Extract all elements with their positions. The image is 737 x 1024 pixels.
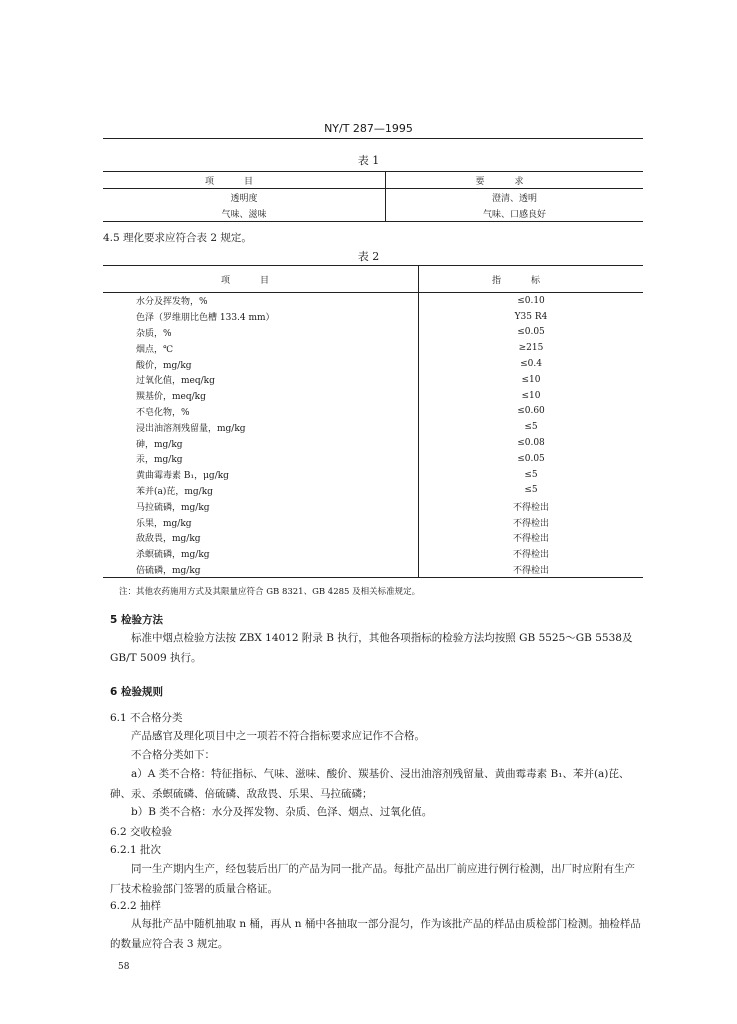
table-row	[103, 467, 643, 483]
table2-cell-item: 不皂化物，%	[103, 404, 419, 420]
table-row	[103, 530, 643, 546]
table2-cell-item: 羰基价，meq/kg	[103, 388, 419, 404]
section-6-2-1-heading: 6.2.1 批次	[110, 844, 162, 856]
table2-cell-value: ≤10	[521, 374, 541, 385]
table-row	[103, 340, 643, 356]
table2-cell-item: 过氧化值，meq/kg	[103, 372, 419, 388]
table-row	[103, 309, 643, 325]
table2-note: 注：其他农药施用方式及其限量应符合 GB 8321、GB 4285 及相关标准规定。	[119, 587, 421, 597]
table1-header-item: 项目	[103, 172, 386, 189]
section-6-2-heading: 6.2 交收检验	[110, 826, 173, 838]
table2-cell-item: 汞，mg/kg	[103, 451, 419, 467]
table-row	[103, 435, 643, 451]
table2-cell-item: 苯并(a)芘，mg/kg	[103, 483, 419, 499]
table2-cell-value: ≤10	[521, 390, 541, 401]
table1-cell-item: 透明度	[103, 189, 386, 206]
table2-cell-value: ≤5	[524, 422, 538, 433]
table-row	[103, 546, 643, 562]
section-6-1-item-a: a）A 类不合格：特征指标、气味、滋味、酸价、羰基价、浸出油溶剂残留量、黄曲霉毒素 B₁、苯并(a)芘、砷、汞、杀螟硫磷、倍硫磷、敌敌畏、乐果、马拉硫磷；	[110, 768, 630, 800]
section-6-1-paragraph-1: 产品感官及理化项目中之一项若不符合指标要求应记作不合格。	[131, 730, 425, 742]
section-6-1-heading: 6.1 不合格分类	[110, 712, 183, 724]
table2-cell-value: 不得检出	[512, 502, 549, 513]
table2-cell-value: ≥215	[518, 343, 544, 354]
table2	[103, 265, 643, 578]
table2-caption: 表 2	[357, 250, 380, 263]
table2-cell-item: 敌敌畏，mg/kg	[103, 530, 419, 546]
section-6-2-2-heading: 6.2.2 抽样	[110, 900, 162, 912]
table2-cell-item: 色泽（罗维朋比色槽 133.4 mm）	[103, 309, 419, 325]
table-row	[103, 419, 643, 435]
section-6-1-paragraph-2: 不合格分类如下：	[131, 749, 215, 761]
table2-cell-item: 酸价，mg/kg	[103, 356, 419, 372]
table2-cell-value: ≤0.4	[520, 359, 542, 370]
table2-cell-item: 砷，mg/kg	[103, 435, 419, 451]
table-row	[103, 514, 643, 530]
table-row	[103, 498, 643, 514]
table2-cell-item: 浸出油溶剂残留量，mg/kg	[103, 419, 419, 435]
table1-cell-value: 气味、口感良好	[386, 205, 644, 222]
table1-header-requirement: 要求	[386, 172, 644, 189]
section-5-heading: 5 检验方法	[110, 614, 163, 626]
table2-cell-value: ≤0.60	[517, 406, 545, 417]
section-5-paragraph: 标准中烟点检验方法按 ZBX 14012 附录 B 执行，其他各项指标的检验方法均按照 GB 5525～GB 5538及 GB/T 5009 执行。	[110, 632, 633, 664]
table-row	[103, 325, 643, 341]
table2-cell-value: 不得检出	[512, 534, 549, 545]
table-row	[103, 189, 643, 206]
table2-cell-item: 黄曲霉毒素 B₁，μg/kg	[103, 467, 419, 483]
table2-cell-value: 不得检出	[512, 518, 549, 529]
table-row	[103, 404, 643, 420]
table2-cell-item: 水分及挥发物，%	[103, 293, 419, 309]
table1-caption: 表 1	[357, 154, 380, 167]
table-row	[103, 562, 643, 578]
table2-header-item: 项目	[103, 266, 419, 293]
table-row	[103, 483, 643, 499]
table2-cell-item: 乐果，mg/kg	[103, 514, 419, 530]
table2-cell-value: ≤0.05	[517, 453, 545, 464]
table2-cell-value: ≤5	[524, 469, 538, 480]
table-row	[103, 205, 643, 222]
table-row	[103, 451, 643, 467]
page-number: 58	[118, 962, 130, 972]
table2-cell-value: ≤0.08	[517, 438, 545, 449]
table2-cell-value: Y35 R4	[514, 311, 548, 322]
table-row	[103, 356, 643, 372]
table-row	[103, 293, 643, 309]
table2-cell-value: 不得检出	[419, 562, 644, 578]
table1-cell-value: 澄清、透明	[491, 193, 537, 204]
standard-code-header: NY/T 287—1995	[324, 122, 413, 135]
section-6-heading: 6 检验规则	[110, 686, 163, 698]
table2-cell-item: 杀螟硫磷，mg/kg	[103, 546, 419, 562]
table1-cell-item: 气味、滋味	[103, 205, 386, 222]
table-row	[103, 388, 643, 404]
table-row	[103, 372, 643, 388]
header-rule	[103, 138, 643, 139]
table2-cell-value: ≤0.05	[517, 327, 545, 338]
table2-cell-item: 倍硫磷，mg/kg	[103, 562, 419, 578]
section-6-1-item-b: b）B 类不合格：水分及挥发物、杂质、色泽、烟点、过氧化值。	[131, 806, 433, 818]
table2-cell-item: 杂质，%	[103, 325, 419, 341]
table2-cell-item: 烟点，℃	[103, 340, 419, 356]
table2-cell-value: 不得检出	[512, 550, 549, 561]
section-6-2-2-paragraph: 从每批产品中随机抽取 n 桶，再从 n 桶中各抽取一部分混匀，作为该批产品的样品由质检部门检测。抽检样品的数量应符合表 3 规定。	[110, 918, 641, 950]
table2-cell-item: 马拉硫磷，mg/kg	[103, 498, 419, 514]
table1	[103, 171, 643, 222]
table2-header-spec: 指标	[419, 266, 644, 293]
table2-cell-value: ≤0.10	[517, 295, 545, 306]
section-6-2-1-paragraph: 同一生产期内生产，经包装后出厂的产品为同一批产品。每批产品出厂前应进行例行检测，出厂时应附有生产厂技术检验部门签署的质量合格证。	[110, 863, 635, 895]
clause-4-5: 4.5 理化要求应符合表 2 规定。	[103, 232, 252, 244]
table2-cell-value: ≤5	[524, 485, 538, 496]
